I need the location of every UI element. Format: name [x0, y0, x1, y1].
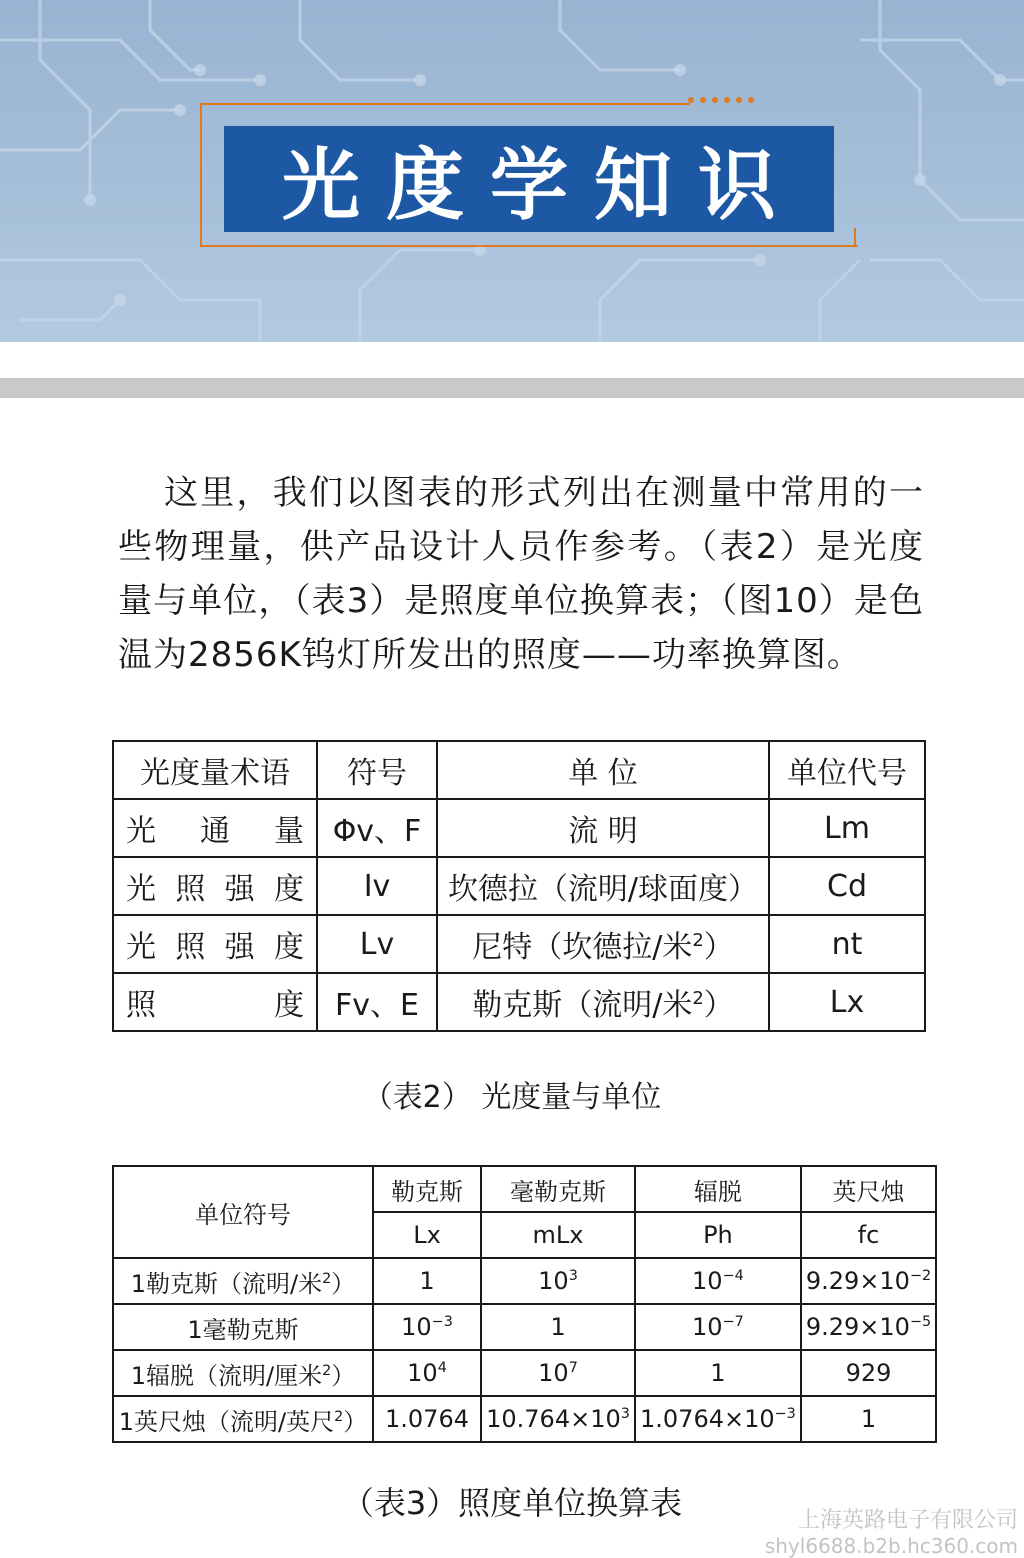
value-cell: $10^{-3}$ — [373, 1304, 481, 1350]
corner-header-cell: 单位符号 — [113, 1166, 373, 1258]
symbol-cell: Φv、F — [317, 799, 437, 857]
column-code-cell: mLx — [481, 1212, 635, 1258]
table-header-cell: 单 位 — [437, 741, 769, 799]
table-row — [113, 1258, 936, 1304]
orange-dots-decoration — [688, 97, 754, 103]
column-code-cell: Lx — [373, 1212, 481, 1258]
watermark-url: shyl6688.b2b.hc360.com — [764, 1534, 1018, 1558]
column-name-cell: 英尺烛 — [801, 1166, 936, 1212]
value-cell: 929 — [801, 1350, 936, 1396]
value-cell: $1.0764\times 10^{-3}$ — [635, 1396, 801, 1442]
symbol-cell: Fv、E — [317, 973, 437, 1031]
row-label-cell: 1勒克斯（流明/米$^2$） — [113, 1258, 373, 1304]
column-code-cell: fc — [801, 1212, 936, 1258]
code-cell: nt — [769, 915, 925, 973]
table-row — [113, 1304, 936, 1350]
row-label-cell: 1辐脱（流明/厘米$^2$） — [113, 1350, 373, 1396]
header-banner — [0, 0, 1024, 342]
symbol-cell: Iv — [317, 857, 437, 915]
table-row — [113, 857, 925, 915]
table-header-row — [113, 1166, 936, 1212]
table-row — [113, 973, 925, 1031]
table3-caption: （表3）照度单位换算表 — [341, 1484, 683, 1522]
value-cell: $10^7$ — [481, 1350, 635, 1396]
code-cell: Lx — [769, 973, 925, 1031]
illuminance-conversion-table — [112, 1165, 937, 1443]
unit-cell: 坎德拉（流明/球面度） — [437, 857, 769, 915]
term-cell: 照度 — [113, 973, 317, 1031]
table-header-row — [113, 741, 925, 799]
row-label-cell: 1毫勒克斯 — [113, 1304, 373, 1350]
value-cell: $10.764\times 10^3$ — [481, 1396, 635, 1442]
column-name-cell: 勒克斯 — [373, 1166, 481, 1212]
value-cell: 1.0764 — [373, 1396, 481, 1442]
value-cell: $10^{-7}$ — [635, 1304, 801, 1350]
table-header-cell: 单位代号 — [769, 741, 925, 799]
table-row — [113, 1396, 936, 1442]
section-divider — [0, 378, 1024, 398]
watermark-company: 上海英路电子有限公司 — [797, 1508, 1018, 1533]
column-code-cell: Ph — [635, 1212, 801, 1258]
title-frame-top — [200, 103, 690, 105]
value-cell: $9.29\times 10^{-2}$ — [801, 1258, 936, 1304]
value-cell: $10^3$ — [481, 1258, 635, 1304]
value-cell: 1 — [481, 1304, 635, 1350]
unit-cell: 勒克斯（流明/米$^2$） — [437, 973, 769, 1031]
table-row — [113, 799, 925, 857]
table2-caption: （表2） 光度量与单位 — [362, 1080, 662, 1115]
title-frame-right — [854, 228, 856, 246]
unit-cell: 尼特（坎德拉/米$^2$） — [437, 915, 769, 973]
unit-cell: 流 明 — [437, 799, 769, 857]
table-row — [113, 915, 925, 973]
watermark — [765, 1508, 1018, 1558]
value-cell: 1 — [635, 1350, 801, 1396]
photometric-units-table — [112, 740, 926, 1032]
intro-paragraph: 这里，我们以图表的形式列出在测量中常用的一些物理量，供产品设计人员作参考。（表2）是光度量与单位，（表3）是照度单位换算表；（图10）是色温为2856K钨灯所发出的照度——功率换算图。 — [118, 473, 924, 675]
term-cell: 光照强度 — [113, 857, 317, 915]
table-row — [113, 1350, 936, 1396]
title-box — [224, 126, 834, 232]
term-cell: 光通量 — [113, 799, 317, 857]
value-cell: $10^4$ — [373, 1350, 481, 1396]
code-cell: Lm — [769, 799, 925, 857]
table-header-cell: 光度量术语 — [113, 741, 317, 799]
column-name-cell: 辐脱 — [635, 1166, 801, 1212]
value-cell: $10^{-4}$ — [635, 1258, 801, 1304]
value-cell: $9.29\times 10^{-5}$ — [801, 1304, 936, 1350]
column-name-cell: 毫勒克斯 — [481, 1166, 635, 1212]
term-cell: 光照强度 — [113, 915, 317, 973]
value-cell: 1 — [373, 1258, 481, 1304]
row-label-cell: 1英尺烛（流明/英尺$^2$） — [113, 1396, 373, 1442]
value-cell: 1 — [801, 1396, 936, 1442]
code-cell: Cd — [769, 857, 925, 915]
symbol-cell: Lv — [317, 915, 437, 973]
page-title: 光度学知识 — [281, 141, 802, 231]
table-header-cell: 符号 — [317, 741, 437, 799]
